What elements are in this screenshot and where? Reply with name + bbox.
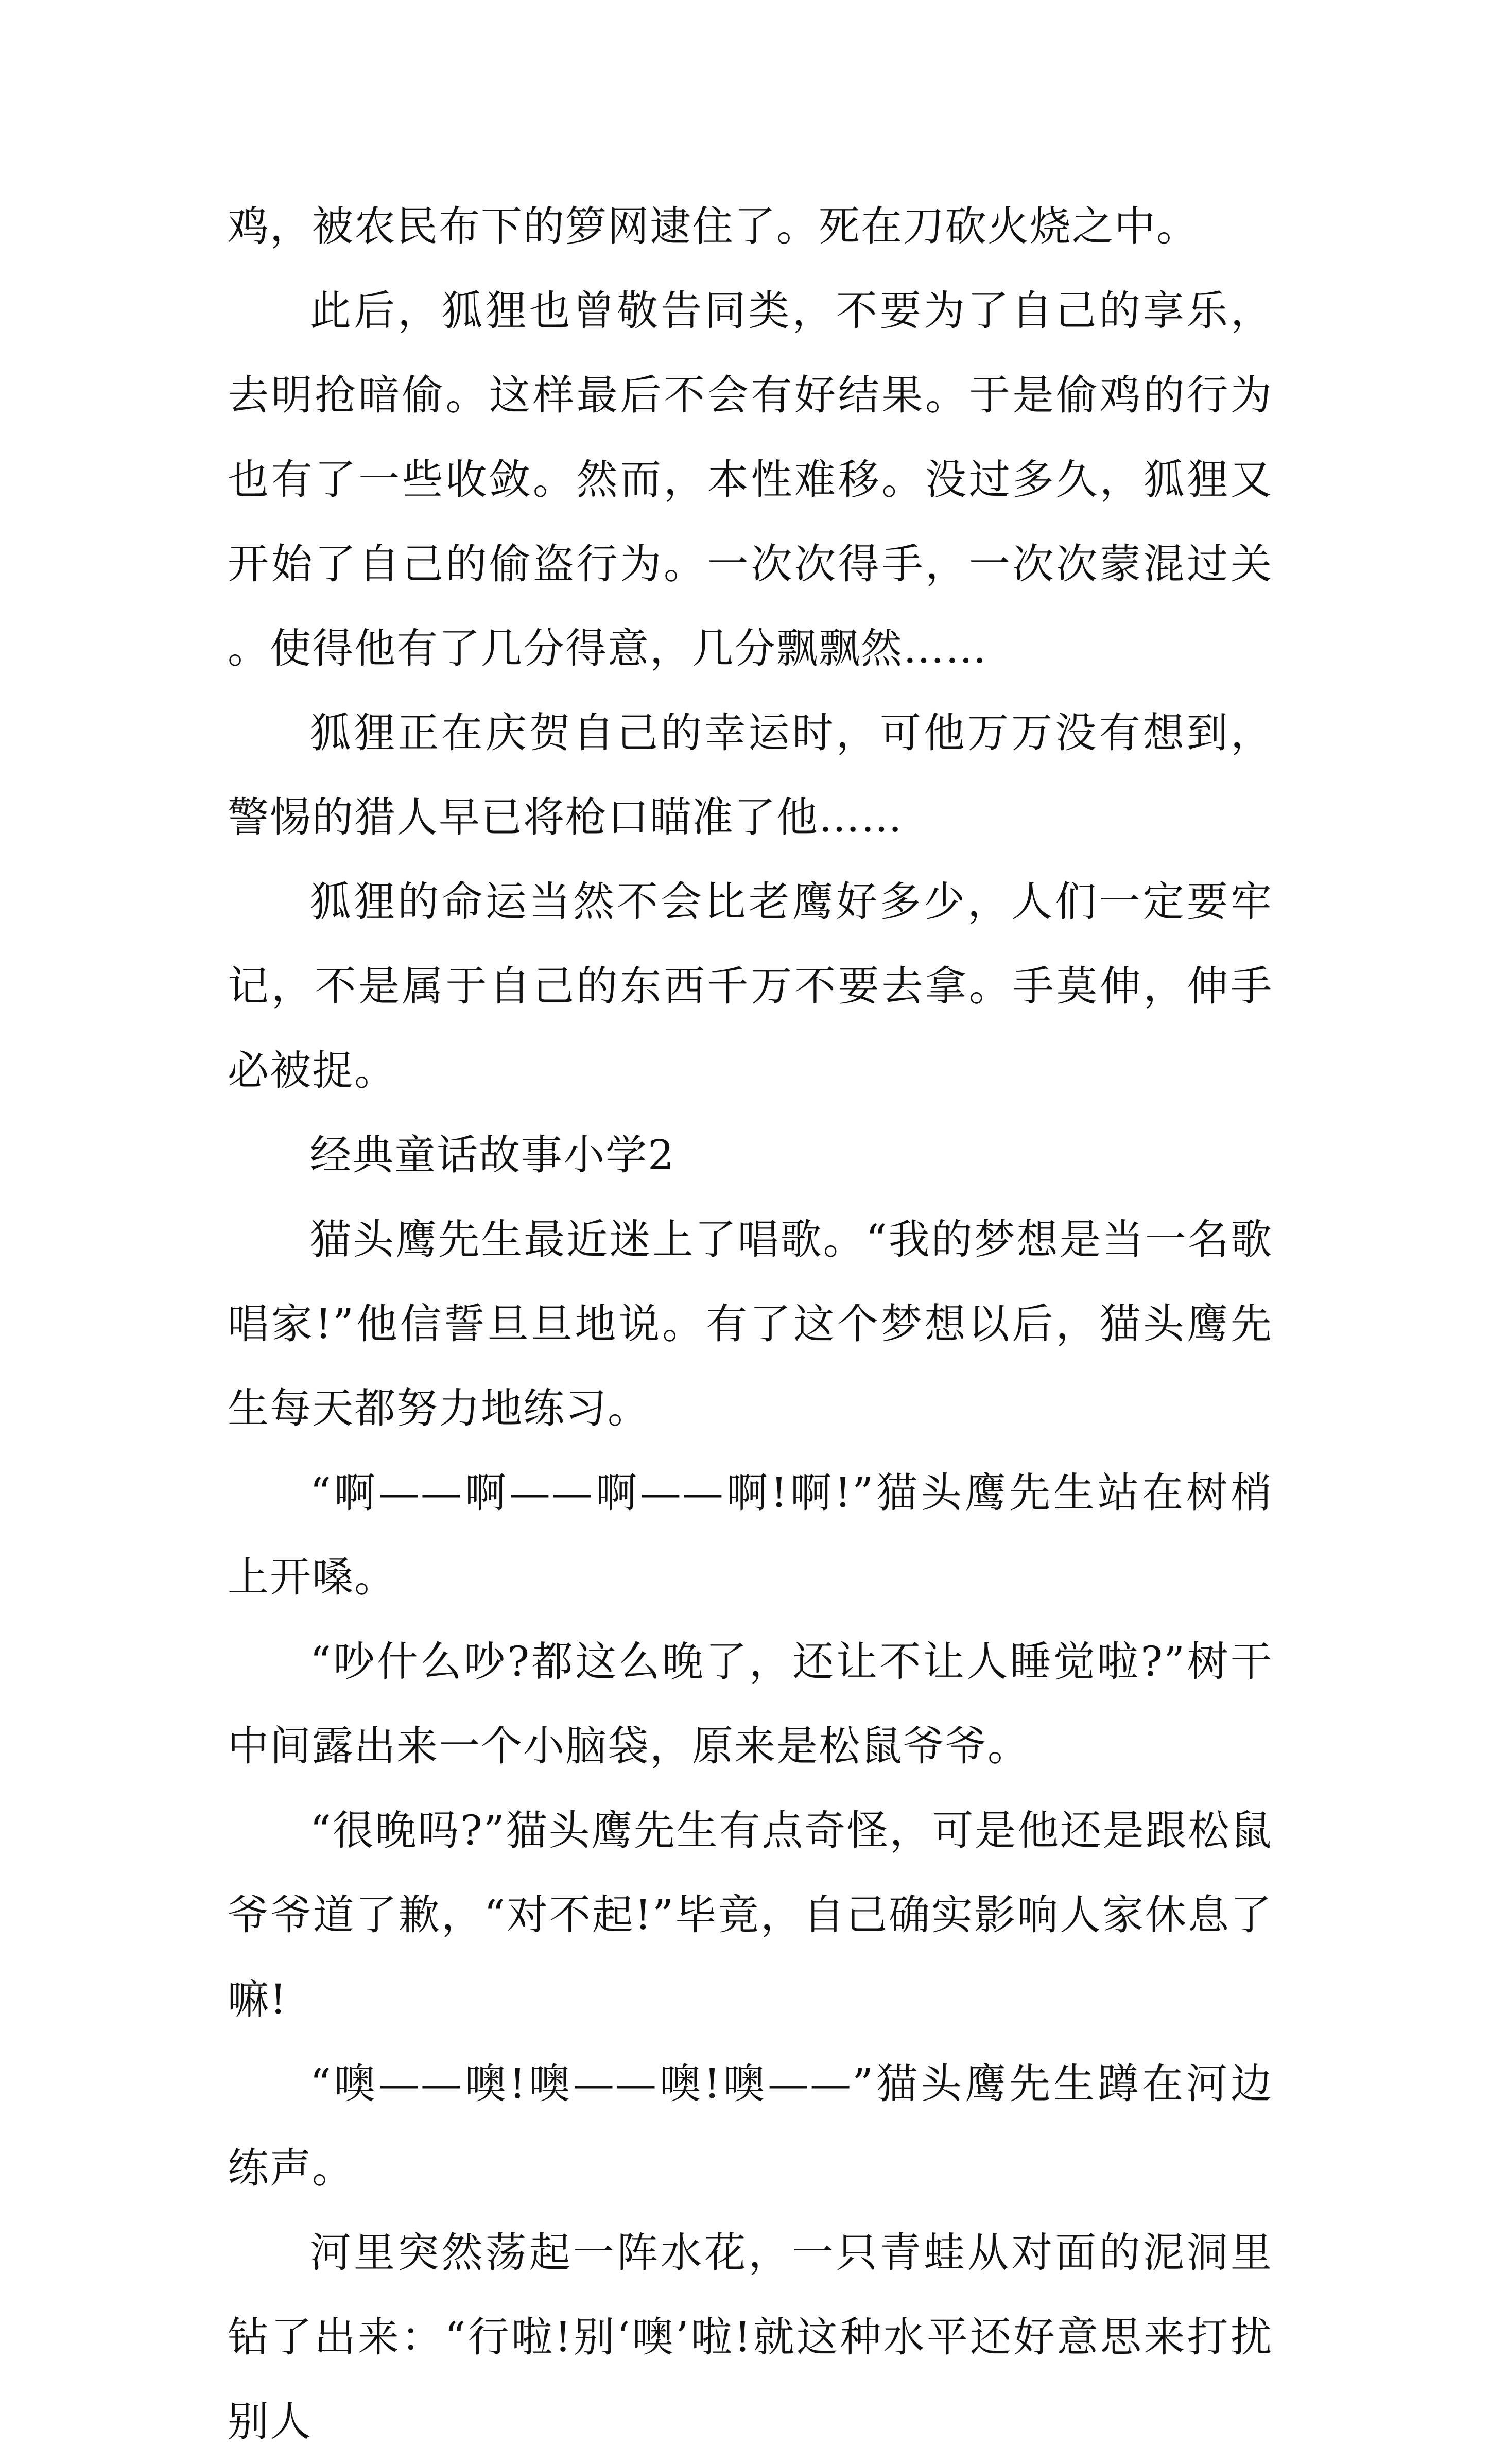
paragraph-2: 此后，狐狸也曾敬告同类，不要为了自己的享乐，去明抢暗偷。这样最后不会有好结果。于是偷鸡的行为也有了一些收敛。然而，本性难移。没过多久，狐狸又开始了自己的偷盗行为。一次次得手，一次次蒙混过关。使得他有了几分得意，几分飘飘然…… [228, 287, 1273, 672]
paragraph-10: 河里突然荡起一阵水花，一只青蛙从对面的泥洞里钻了出来：“行啦!别‘噢’啦!就这种水平还好意思来打扰别人 [228, 2229, 1273, 2445]
paragraph-9: “噢——噢!噢——噢!噢——”猫头鹰先生蹲在河边练声。 [228, 2060, 1273, 2192]
document-body [228, 184, 1273, 2464]
section-heading: 经典童话故事小学2 [310, 1131, 675, 1179]
paragraph-4: 狐狸的命运当然不会比老鹰好多少，人们一定要牢记，不是属于自己的东西千万不要去拿。手莫伸，伸手必被捉。 [228, 878, 1273, 1095]
paragraph-7: “吵什么吵?都这么晚了，还让不让人睡觉啦?”树干中间露出来一个小脑袋，原来是松鼠爷爷。 [228, 1638, 1273, 1770]
paragraph-5: 猫头鹰先生最近迷上了唱歌。“我的梦想是当一名歌唱家!”他信誓旦旦地说。有了这个梦想以后，猫头鹰先生每天都努力地练习。 [228, 1216, 1273, 1432]
paragraph-8: “很晚吗?”猫头鹰先生有点奇怪，可是他还是跟松鼠爷爷道了歉，“对不起!”毕竟，自己确实影响人家休息了嘛! [228, 1807, 1273, 2023]
paragraph-6: “啊——啊——啊——啊!啊!”猫头鹰先生站在树梢上开嗓。 [228, 1469, 1273, 1601]
paragraph-1: 鸡，被农民布下的箩网逮住了。死在刀砍火烧之中。 [228, 202, 1199, 250]
paragraph-3: 狐狸正在庆贺自己的幸运时，可他万万没有想到，警惕的猎人早已将枪口瞄准了他…… [228, 709, 1273, 841]
